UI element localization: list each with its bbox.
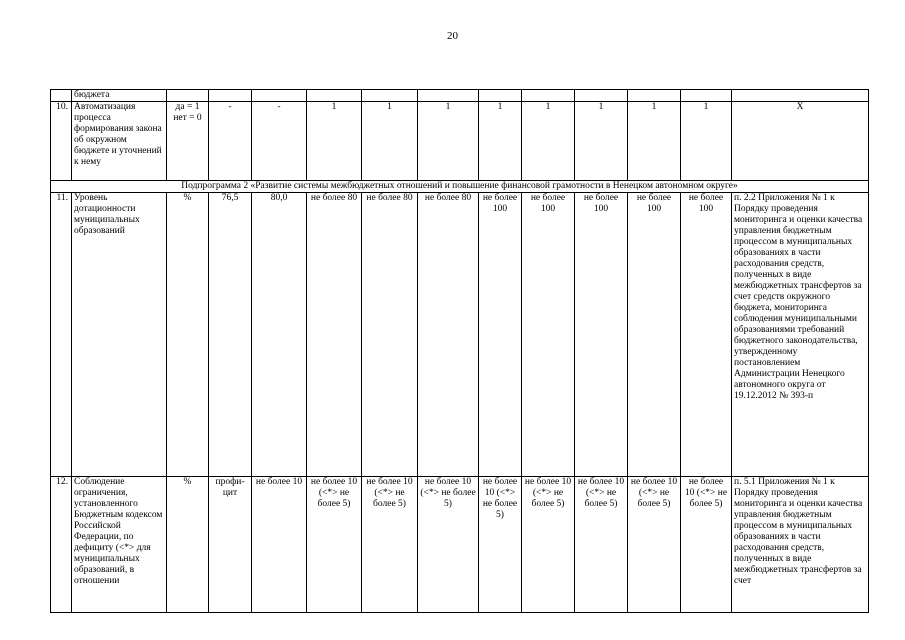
value-cell: -	[252, 102, 307, 181]
value-cell: не более 100	[681, 193, 732, 477]
value-cell: не более 10 (<*> не более 5)	[522, 477, 575, 613]
value-cell: не более 10	[252, 477, 307, 613]
indicator-name: бюджета	[72, 90, 167, 102]
value-cell: не более 10 (<*> не более 5)	[307, 477, 362, 613]
unit-cell: %	[167, 477, 209, 613]
value-cell: не более 10 (<*> не более 5)	[681, 477, 732, 613]
subprogram-row	[51, 181, 869, 193]
value-cell: 80,0	[252, 193, 307, 477]
table-row	[51, 90, 869, 102]
table-row	[51, 477, 869, 613]
value-cell: не более 10 (<*> не более 5)	[628, 477, 681, 613]
value-cell: не более 100	[575, 193, 628, 477]
value-cell: не более 80	[307, 193, 362, 477]
indicator-name: Автоматизация процесса формирования закона об окружном бюджете и уточнений к нему	[72, 102, 167, 181]
value-cell: 76,5	[209, 193, 252, 477]
value-cell: 1	[628, 102, 681, 181]
page-number: 20	[447, 30, 458, 42]
value-cell: не более 10 (<*> не более 5)	[418, 477, 479, 613]
value-cell: не более 10 (<*> не более 5)	[362, 477, 418, 613]
unit-cell: %	[167, 193, 209, 477]
value-cell: 1	[681, 102, 732, 181]
value-cell: 1	[479, 102, 522, 181]
value-cell: профи-цит	[209, 477, 252, 613]
row-number: 11.	[51, 193, 72, 477]
source-cell: п. 2.2 Приложения № 1 к Порядку проведения мониторинга и оценки качества управления бюджетным процессом в муниципальных образованиях в части расходования средств, полученных в виде межбюджетных трансфертов за счет средств окружного бюджета, мониторинга соблюдения муниципальными образованиями требований бюджетного законодательства, утвержденному постановлением Администрации Ненецкого автономного округа от 19.12.2012 № 393-п	[732, 193, 869, 477]
value-cell: 1	[362, 102, 418, 181]
value-cell: -	[209, 102, 252, 181]
value-cell: не более 100	[522, 193, 575, 477]
indicator-name: Уровень дотационности муниципальных образований	[72, 193, 167, 477]
value-cell: не более 10 (<*> не более 5)	[575, 477, 628, 613]
table-row	[51, 102, 869, 181]
source-cell: п. 5.1 Приложения № 1 к Порядку проведения мониторинга и оценки качества управления бюджетным процессом в муниципальных образованиях в части расходования средств, полученных в виде межбюджетных трансфертов за счет	[732, 477, 869, 613]
value-cell: 1	[307, 102, 362, 181]
value-cell: не более 80	[362, 193, 418, 477]
indicator-name: Соблюдение ограничения, установленного Бюджетным кодексом Российской Федерации, по дефициту (<*> для муниципальных образований, в отношении	[72, 477, 167, 613]
value-cell: не более 10 (<*> не более 5)	[479, 477, 522, 613]
unit-cell: да = 1 нет = 0	[167, 102, 209, 181]
value-cell: не более 80	[418, 193, 479, 477]
value-cell: 1	[522, 102, 575, 181]
row-number: 12.	[51, 477, 72, 613]
row-number: 10.	[51, 102, 72, 181]
source-cell: Х	[732, 102, 869, 181]
value-cell: не более 100	[628, 193, 681, 477]
value-cell: 1	[418, 102, 479, 181]
value-cell: 1	[575, 102, 628, 181]
value-cell: не более 100	[479, 193, 522, 477]
table-row	[51, 193, 869, 477]
subprogram-title: Подпрограмма 2 «Развитие системы межбюджетных отношений и повышение финансовой грамотности в Ненецком автономном округе»	[51, 181, 869, 193]
indicators-table	[50, 89, 869, 613]
